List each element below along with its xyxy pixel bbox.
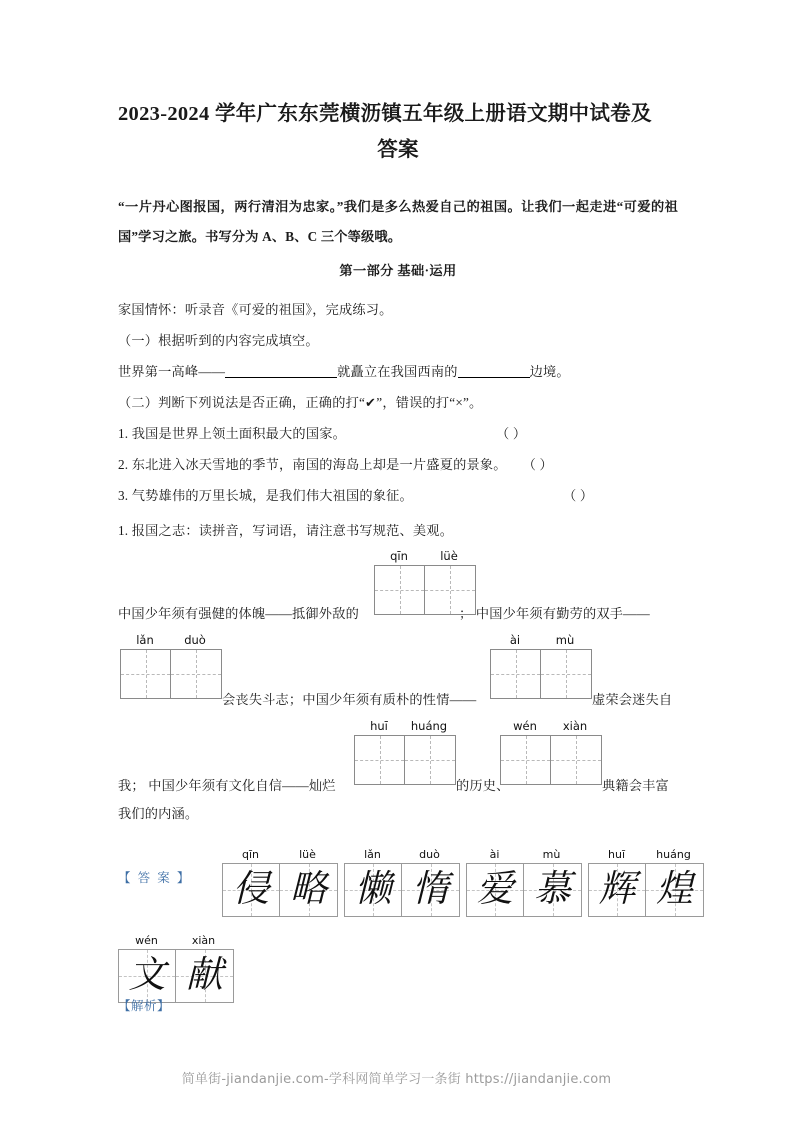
passage-line-3-tail xyxy=(602,770,669,801)
pinyin-syllable: ài xyxy=(489,848,500,861)
tianzige-box xyxy=(344,863,460,917)
passage-seg-1: 中国少年须有强健的体魄——抵御外敌的 xyxy=(118,606,359,621)
tianzige-cell[interactable] xyxy=(541,650,591,698)
pinyin-syllable: qīn xyxy=(241,848,259,861)
pinyin-syllable: xiàn xyxy=(562,719,588,733)
tf-item-2-answer[interactable]: （ ） xyxy=(522,457,553,472)
pinyin-syllable: huī xyxy=(608,848,625,861)
passage-seg-7: 典籍会丰富 xyxy=(602,778,669,793)
pinyin-row xyxy=(500,718,602,735)
fill-blank-2[interactable] xyxy=(458,362,530,378)
passage-line-3-mid xyxy=(456,770,510,801)
tianzige-cell[interactable] xyxy=(491,650,541,698)
pinyin-syllable: mù xyxy=(542,848,561,861)
writing-grid-wenxian[interactable] xyxy=(500,718,602,785)
fill-text-b: 就矗立在我国西南的 xyxy=(337,364,458,379)
tianzige-box[interactable] xyxy=(354,735,456,785)
footer-watermark: 简单街-jiandanjie.com-学科网简单学习一条街 https://jiandanjie.com xyxy=(181,1072,612,1087)
document-content xyxy=(118,0,678,546)
fill-text-a: 世界第一高峰—— xyxy=(118,364,226,379)
tianzige-cell xyxy=(280,864,337,916)
tf-item-1 xyxy=(118,418,678,449)
passage-seg-2: ； 中国少年须有勤劳的双手—— xyxy=(458,606,650,621)
tianzige-box xyxy=(588,863,704,917)
fill-blank-line xyxy=(118,356,678,387)
tianzige-cell[interactable] xyxy=(551,736,601,784)
answer-char: 献 xyxy=(186,955,223,996)
tianzige-cell xyxy=(345,864,402,916)
answer-label: 【 答 案 】 xyxy=(118,871,192,885)
passage-seg-4: 虚荣会迷失自 xyxy=(592,692,673,707)
tianzige-box xyxy=(466,863,582,917)
answer-grid-landuo xyxy=(344,846,460,917)
writing-grid-landuo[interactable] xyxy=(120,632,222,699)
passage-line-2 xyxy=(222,684,476,715)
answer-char: 惰 xyxy=(412,869,449,910)
passage-line-1 xyxy=(118,598,650,629)
answer-grid-wenxian xyxy=(118,932,234,1003)
passage-seg-5: 我； 中国少年须有文化自信——灿烂 xyxy=(118,778,336,793)
pinyin-syllable: huáng xyxy=(656,848,691,861)
passage-line-3 xyxy=(118,770,336,801)
tianzige-box[interactable] xyxy=(500,735,602,785)
tianzige-cell xyxy=(646,864,703,916)
tf-item-2-text: 2. 东北进入冰天雪地的季节，南国的海岛上却是一片盛夏的景象。 xyxy=(118,457,507,472)
pinyin-syllable: duò xyxy=(419,848,440,861)
pinyin-syllable: wén xyxy=(135,934,158,947)
pinyin-row xyxy=(120,632,222,649)
tianzige-box[interactable] xyxy=(120,649,222,699)
pinyin-syllable: ài xyxy=(509,633,521,647)
answer-grid-qinlue xyxy=(222,846,338,917)
pinyin-row xyxy=(588,846,704,863)
answer-char: 侵 xyxy=(232,869,270,910)
pinyin-row xyxy=(222,846,338,863)
passage-seg-3: 会丧失斗志；中国少年须有质朴的性情—— xyxy=(222,692,477,707)
pinyin-syllable: lüè xyxy=(440,549,458,563)
passage-line-2-tail xyxy=(592,684,672,715)
writing-grid-aimu[interactable] xyxy=(490,632,592,699)
answer-char: 略 xyxy=(290,869,327,910)
tianzige-cell xyxy=(467,864,524,916)
tf-item-1-text: 1. 我国是世界上领土面积最大的国家。 xyxy=(118,426,346,441)
pinyin-syllable: qīn xyxy=(390,549,408,563)
writing-grid-huihuang[interactable] xyxy=(354,718,456,785)
pinyin-row xyxy=(118,932,234,949)
section-heading: 第一部分 基础·运用 xyxy=(339,263,457,278)
pinyin-syllable: huáng xyxy=(410,719,448,733)
tianzige-box[interactable] xyxy=(490,649,592,699)
fill-blank-1[interactable] xyxy=(225,362,337,378)
answer-char: 爱 xyxy=(476,869,514,910)
pinyin-row xyxy=(466,846,582,863)
answer-grid-huihuang xyxy=(588,846,704,917)
pinyin-row xyxy=(374,548,476,565)
answer-char: 文 xyxy=(128,955,166,996)
title-line-2: 答案 xyxy=(377,139,419,161)
tianzige-cell xyxy=(524,864,581,916)
tianzige-cell[interactable] xyxy=(171,650,221,698)
tianzige-cell xyxy=(402,864,459,916)
tf-item-3-answer[interactable]: （ ） xyxy=(562,488,594,503)
listening-prompt: 家国情怀：听录音《可爱的祖国》，完成练习。 xyxy=(118,302,393,317)
answer-char: 煌 xyxy=(656,869,693,910)
answer-char: 懒 xyxy=(354,869,392,910)
pinyin-syllable: huī xyxy=(370,719,388,733)
pinyin-row xyxy=(344,846,460,863)
pinyin-syllable: mù xyxy=(555,633,575,647)
tf-item-3 xyxy=(118,480,678,511)
pinyin-row xyxy=(354,718,456,735)
tf-item-2 xyxy=(118,449,678,480)
intro-paragraph: “一片丹心图报国，两行清泪为忠家。”我们是多么热爱自己的祖国。让我们一起走进“可爱的祖国”学习之旅。书写分为 A、B、C 三个等级哦。 xyxy=(118,199,678,244)
passage-seg-6: 的历史、 xyxy=(456,778,510,793)
answer-char: 慕 xyxy=(534,869,571,910)
title-line-1: 2023-2024 学年广东东莞横沥镇五年级上册语文期中试卷及 xyxy=(118,103,652,125)
page-title xyxy=(118,96,678,168)
part-one-label: （一）根据听到的内容完成填空。 xyxy=(118,333,319,348)
analysis-label: 【解析】 xyxy=(118,999,171,1013)
tianzige-cell[interactable] xyxy=(121,650,171,698)
passage-seg-8: 我们的内涵。 xyxy=(118,806,199,821)
tianzige-cell xyxy=(589,864,646,916)
tf-item-3-text: 3. 气势雄伟的万里长城，是我们伟大祖国的象征。 xyxy=(118,488,413,503)
pinyin-syllable: xiàn xyxy=(191,934,216,947)
passage-line-4 xyxy=(118,798,198,829)
pinyin-syllable: lǎn xyxy=(136,633,154,647)
tianzige-cell xyxy=(223,864,280,916)
part-two-label: （二）判断下列说法是否正确，正确的打“✔”，错误的打“×”。 xyxy=(118,395,483,410)
pinyin-syllable: lǎn xyxy=(364,848,381,861)
answer-grid-aimu xyxy=(466,846,582,917)
answer-char: 辉 xyxy=(598,869,636,910)
tianzige-cell xyxy=(119,950,176,1002)
tianzige-cell[interactable] xyxy=(355,736,405,784)
fill-text-c: 边境。 xyxy=(529,364,570,379)
tianzige-box xyxy=(222,863,338,917)
tianzige-box xyxy=(118,949,234,1003)
question-1-label: 1. 报国之志：读拼音，写词语，请注意书写规范、美观。 xyxy=(118,523,454,538)
tianzige-cell xyxy=(176,950,233,1002)
tianzige-cell[interactable] xyxy=(405,736,455,784)
pinyin-syllable: lüè xyxy=(299,848,316,861)
tf-item-1-answer[interactable]: （ ） xyxy=(496,426,527,441)
pinyin-row xyxy=(490,632,592,649)
pinyin-syllable: duò xyxy=(184,633,206,647)
pinyin-syllable: wén xyxy=(513,719,537,733)
